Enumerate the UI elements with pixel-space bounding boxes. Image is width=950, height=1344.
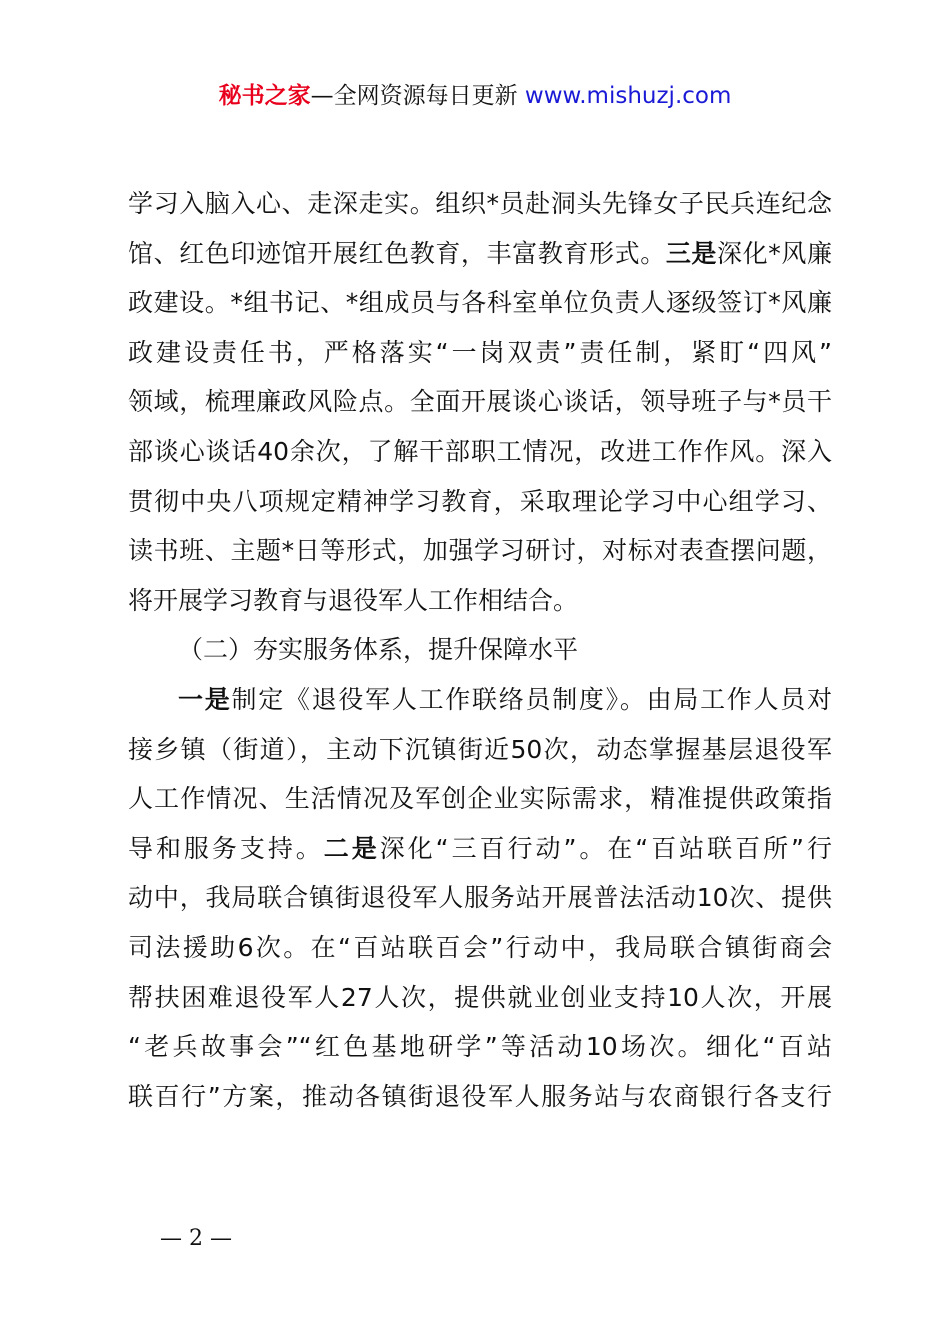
text-segment: 部谈心谈话40余次，了解干部职工情况，改进工作作风。深入: [128, 437, 832, 466]
text-segment: 帮扶困难退役军人27人次，提供就业创业支持10人次，开展: [128, 982, 832, 1012]
text-segment: 学习入脑入心、走深走实。组织*员赴洞头先锋女子民兵连纪念: [128, 189, 832, 218]
body-text-line: [128, 335, 832, 371]
text-segment: 贯彻中央八项规定精神学习教育，采取理论学习中心组学习、: [128, 486, 832, 516]
text-segment: 联百行”方案，推动各镇街退役军人服务站与农商银行各支行: [128, 1081, 832, 1111]
brand-name: 秘书之家: [218, 83, 311, 109]
body-text-line: [128, 384, 832, 420]
text-segment: 司法援助6次。在“百站联百会”行动中，我局联合镇街商会: [128, 933, 832, 962]
body-text-line: [178, 682, 832, 718]
text-segment: 将开展学习教育与退役军人工作相结合。: [128, 585, 579, 615]
body-text-line: [128, 434, 832, 470]
body-text-line: [128, 831, 832, 867]
body-text-line: [128, 1029, 832, 1065]
text-segment: 导和服务支持。: [128, 833, 324, 863]
bold-keyword: 三是: [665, 238, 718, 268]
text-segment: 读书班、主题*日等形式，加强学习研讨，对标对表查摆问题，: [128, 536, 832, 566]
body-text-line: [128, 484, 832, 520]
header-tagline: —全网资源每日更新: [310, 83, 525, 109]
page-number: — 2 —: [160, 1226, 232, 1251]
body-text-line: [128, 781, 832, 817]
site-url-link[interactable]: www.mishuzj.com: [524, 83, 732, 109]
body-text-line: [128, 186, 832, 222]
body-text-line: [128, 533, 832, 569]
text-segment: （二）夯实服务体系，提升保障水平: [178, 635, 579, 665]
body-text-line: [128, 1079, 832, 1115]
body-text-line: [128, 732, 832, 768]
text-segment: 馆、红色印迹馆开展红色教育，丰富教育形式。: [128, 238, 666, 268]
bold-keyword: 一是: [178, 685, 232, 714]
body-text-line: [128, 285, 832, 321]
text-segment: 制定《退役军人工作联络员制度》。由局工作人员对: [231, 685, 832, 714]
text-segment: 深化*风廉: [717, 238, 832, 268]
body-text-line: [128, 880, 832, 916]
body-text-line: [128, 980, 832, 1016]
body-text-line: [178, 632, 832, 668]
text-segment: 人工作情况、生活情况及军创企业实际需求，精准提供政策指: [128, 784, 832, 814]
text-segment: 领域，梳理廉政风险点。全面开展谈心谈话，领导班子与*员干: [128, 387, 832, 417]
body-text-line: [128, 583, 832, 619]
site-header: [0, 80, 950, 112]
text-segment: 接乡镇（街道），主动下沉镇街近50次，动态掌握基层退役军: [128, 734, 832, 764]
text-segment: 政建设。*组书记、*组成员与各科室单位负责人逐级签订*风廉: [128, 288, 832, 318]
text-segment: 政建设责任书，严格落实“一岗双责”责任制，紧盯“四风”: [128, 337, 832, 367]
text-segment: 深化“三百行动”。在“百站联百所”行: [379, 833, 832, 863]
text-segment: 动中，我局联合镇街退役军人服务站开展普法活动10次、提供: [128, 883, 832, 913]
bold-keyword: 二是: [323, 833, 380, 863]
body-text-line: [128, 236, 832, 272]
body-text-line: [128, 930, 832, 966]
text-segment: “老兵故事会”“红色基地研学”等活动10场次。细化“百站: [128, 1032, 832, 1062]
